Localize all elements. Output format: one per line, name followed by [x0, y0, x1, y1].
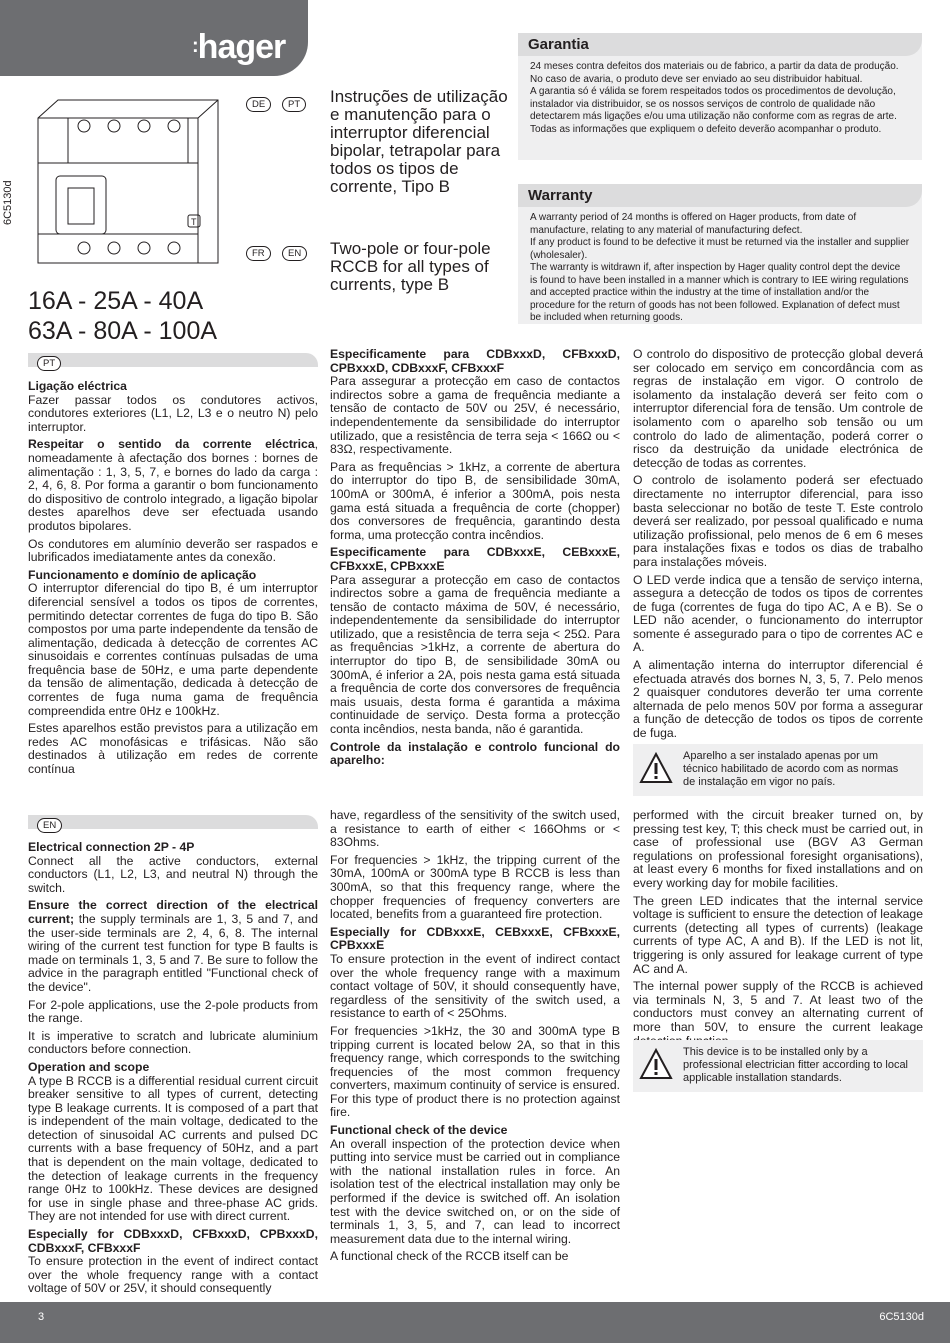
paragraph-text: O LED verde indica que a tensão de serviço interna, assegura a detecção de todos os tipos de correntes de fuga (correntes de fuga do tipo AC, A e B). Se o LED não acender, o funcionamento do interruptor somente é assegurado para o tipo de correntes AC e A. — [633, 572, 923, 655]
svg-text:T: T — [191, 217, 197, 227]
section-heading: Especially for CDBxxxD, CFBxxxD, CPBxxxD, CDBxxxF, CFBxxxF — [28, 1227, 318, 1255]
paragraph — [633, 348, 923, 470]
title-pt: Instruções de utilização e manutenção para o interruptor diferencial bipolar, tetrapolar para todos os tipos de corrente, Tipo B — [330, 87, 508, 196]
paragraph — [633, 895, 923, 977]
pt-column-3 — [633, 348, 923, 745]
paragraph-text: performed with the circuit breaker turned on, by pressing test key, T; this check must be carried out, in case of professional use (BGV A3 German regulations on professional foresight organisations), at least every 6 months for fixed installations and on every working day for mobile facilities. — [633, 808, 923, 890]
paragraph-text: , nomeadamente à afectação dos bornes : bornes de alimentação : 1, 3, 5, 7, e bornes do lado da carga : 2, 4, 6, 8. Por forma a garantir o bom funcionamento do dispositivo de controlo integrado, a ligação bipolar destes aparelhos deve ser efectuada usando produtos bipolares. — [28, 437, 318, 533]
paragraph — [28, 438, 318, 533]
paragraph-text: A alimentação interna do interruptor diferencial é efectuada através dos bornes N, 3, 5, 7. Pelo menos 2 quaisquer condutores deverão ter uma corrente alternada de pelo menos 50V por forma a assegurar a função de detecção de todos os tipos de corrente de fuga. — [633, 658, 923, 741]
lang-badge-en: EN — [282, 243, 307, 261]
paragraph-text: A type B RCCB is a differential residual current circuit breaker sensitive to all types of current, detecting type B leakage currents. It is composed of a part that is independent of the main voltage, dedicated to the detection of sinusoidal AC currents and pulsed DC currents with a base frequency of 50Hz, and a part that is dependent on the main voltage, dedicated to the detection of leakage currents in the frequency range 0Hz to 100kHz. These devices are designed for use in single phase and three-phase AC grids. They are not intended for use with direct current. — [28, 1073, 318, 1224]
paragraph — [330, 809, 620, 850]
paragraph — [28, 1255, 318, 1296]
paragraph — [633, 474, 923, 569]
paragraph-text: Para assegurar a protecção em caso de contactos indirectos sobre a gama de frequência mediante a tensão de contacto máxima de 50V, é necessário, independentemente da sensibilidade do interruptor utilizado, que a resistência de terra seja < 25Ω. Para as frequências >1kHz, a corrente de abertura do interruptor do tipo B, de sensibilidade 30mA ou 300mA, é inferior a 2A, pois nesta gama está situada a frequência de corte dos conversores de frequência mais usuais, desta forma é garantida a máxima continuidade de serviço. Desta forma a protecção conta incêndios, nesta banda, não é garantida. — [330, 572, 620, 737]
paragraph-text: Para assegurar a protecção em caso de contactos indirectos sobre a gama de frequência mediante a tensão de contacto de 50V ou 25V, é necessário, independentemente da sensibilidade do interruptor utilizado, que a resistência de terra seja < 166Ω ou < 83Ω, respectivamente. — [330, 374, 620, 457]
en-warning-text: This device is to be installed only by a professional electrician fitter according to local applicable installation standards. — [683, 1046, 909, 1084]
ratings — [28, 286, 217, 346]
paragraph — [330, 1025, 620, 1120]
warranty-title: Warranty — [518, 184, 922, 207]
emphasis: Ensure the correct direction of the electrical current; — [28, 898, 318, 926]
paragraph — [330, 574, 620, 737]
paragraph-text: The internal power supply of the RCCB is achieved via terminals N, 3, 5 and 7. At least two of the conductors must convey an alternating current of more than 50V, to ensure the current leakage — [633, 979, 923, 1034]
lang-badge-fr: FR — [246, 243, 271, 261]
lang-badge-pt: PT — [282, 94, 306, 112]
paragraph-text: An overall inspection of the protection device when putting into service must be carried out in compliance with the national installation rules in force. An isolation test of the electrical installation may only be performed if the device is switched off. An isolation test with the device switched on, or on the side of terminals 1, 3, 5, and 7, can lead to incorrect measurement data due to the internal wiring. — [330, 1136, 620, 1246]
garantia-text: 24 meses contra defeitos dos materiais ou de fabrico, a partir da data de produção. No caso de avaria, o produto deve ser enviado ao seu distribuidor habitual. A garantia só é válida se forem respeitados todos os procedimentos de devolução, instalador via distribuidor, se os nossos serviços de controlo de qualidade não detectarem más ligações e/ou uma utilização não conforme com as regras de arte. Todas as informações que expliquem o defeito deverão acompanhar o produto. — [530, 61, 899, 135]
paragraph — [330, 461, 620, 543]
section-heading: Funcionamento e domínio de aplicação — [28, 567, 257, 582]
paragraph — [330, 1138, 620, 1247]
paragraph — [28, 538, 318, 565]
paragraph-text: Connect all the active conductors, external conductors (L1, L2, L3, and neutral N) through the switch. — [28, 853, 318, 895]
ratings-line2: 63A - 80A - 100A — [28, 317, 218, 345]
paragraph — [330, 854, 620, 922]
section-heading: Controle da instalação e controlo funcional do aparelho: — [330, 739, 620, 768]
paragraph-text: the supply terminals are 1, 3, 5 and 7, and the user-side terminals are 2, 4, 6, 8. The internal wiring of the current test function for type B faults is made on terminals 1, 3, 5 and 7. Be sure to follow the advice in the paragraph entitled "Functional check of the device". — [28, 911, 318, 994]
paragraph — [28, 582, 318, 718]
paragraph — [28, 999, 318, 1026]
paragraph — [633, 574, 923, 656]
paragraph-text: To ensure protection in the event of indirect contact over the whole frequency range with a contact voltage of 50V or 25V, it should consequently — [28, 1254, 318, 1296]
doc-code-vertical: 6C5130d — [2, 180, 14, 225]
ratings-line1: 16A - 25A - 40A — [28, 287, 204, 315]
warranty-text: A warranty period of 24 months is offered on Hager products, from date of manufacture, relating to any material of manufacturing defect. If any product is found to be defective it must be returned via the installer and supplier (wholesaler). The warranty is witdrawn if, after inspection by Hager quality control dept the device is found to have been installed in a manner which is contrary to IEE wiring regulations and accepted practice within the industry at the time of installation and/or the procedure for the return of goods has not been followed. Explanation of defect must be included when returning goods. — [530, 212, 910, 323]
paragraph — [28, 1075, 318, 1225]
section-heading: Operation and scope — [28, 1059, 150, 1074]
warning-icon — [639, 752, 673, 784]
en-warning-box — [633, 1040, 923, 1092]
footer — [0, 1302, 950, 1343]
footer-doc-code: 6C5130d — [879, 1311, 924, 1323]
paragraph-text: Estes aparelhos estão previstos para a utilização em redes AC monofásicas e trifásicas. Não são destinados à utilização em redes de corrente contínua — [28, 721, 318, 777]
paragraph-text: For 2-pole applications, use the 2-pole products from the range. — [28, 997, 318, 1026]
paragraph-text: Os condutores em alumínio deverão ser raspados e lubrificados imediatamente antes da conexão. — [28, 536, 318, 565]
paragraph-text: O controlo de isolamento poderá ser efectuado directamente no interruptor diferencial, para isso basta seleccionar no botão de teste T. Este controlo deverá ser realizado, por pessoal qualificado e numa utilização profissional, pelo menos de 6 em 6 meses para instalações fixas e todos os dias de trabalho para instalações móveis. — [633, 473, 923, 569]
paragraph — [330, 1250, 620, 1264]
title-en: Two-pole or four-pole RCCB for all types of currents, type B — [330, 239, 491, 294]
pt-column-2 — [330, 348, 620, 768]
pt-section-header: PT — [28, 353, 318, 367]
paragraph-text: For frequencies >1kHz, the 30 and 300mA type B tripping current is located below 2A, so that in this frequency range, which corresponds to the switching frequencies of the most common frequency converters, maximum continuity of service is ensured. For this type of product there is no protection against fire. — [330, 1023, 620, 1120]
paragraph-text: Fazer passar todos os condutores activos, condutores exteriores (L1, L2, L3 e o neutro N) pelo interruptor. — [28, 392, 318, 434]
emphasis: Respeitar o sentido da corrente eléctrica — [28, 437, 315, 452]
en-section-header: EN — [28, 815, 318, 829]
pt-column-1 — [28, 380, 318, 781]
rccb-illustration — [28, 88, 243, 268]
pt-warning-text: Aparelho a ser instalado apenas por um técnico habilitado de acordo com as normas de instalação em vigor no país. — [683, 750, 899, 788]
paragraph-text: It is imperative to scratch and lubricate aluminium conductors before connection. — [28, 1028, 318, 1057]
paragraph-text: For frequencies > 1kHz, the tripping current of the 30mA, 100mA or 300mA type B RCCB is less than 300mA, so that this frequency range, where the chopper frequencies of frequency converters are located, benefits from a guaranteed fire protection. — [330, 852, 620, 922]
warning-icon — [639, 1048, 673, 1080]
paragraph-text: The green LED indicates that the internal service voltage is sufficient to ensure the detection of leakage currents (detecting all types of currents) (leakage currents of type AC, A and B). If the LED is not lit, triggering is only assured for leakage current of type AC and A. — [633, 893, 923, 976]
paragraph-text: O controlo do dispositivo de protecção global deverá ser colocado em serviço em concordância com as regras de instalação em vigor. O controlo de isolamento da instalação deverá ser feito com o interruptor diferencial fora de tensão. Um controle de isolamento com o aparelho sob tensão ou um controlo do lado de alimentação, poderá correr o risco da destruição da unidade electrónica de detecção de todas as correntes. — [633, 347, 923, 470]
paragraph — [633, 980, 923, 1048]
paragraph — [330, 953, 620, 1021]
paragraph — [28, 722, 318, 776]
paragraph — [330, 375, 620, 457]
page-number: 3 — [38, 1311, 45, 1323]
garantia-title: Garantia — [518, 33, 922, 56]
paragraph-text: O interruptor diferencial do tipo B, é um interruptor diferencial sensível a todos os tipos de correntes, permitindo detectar correntes de fuga do tipo B. São compostos por uma parte independente da tensão de alimentação, dedicada à detecção de correntes AC sinusoidais e correntes contínuas pulsadas de uma frequência base de 50Hz, e uma parte dependente da tensão de alimentação, dedicada à detecção de correntes de fuga numa gama de frequência compreendida entre 0Hz e 100kHz. — [28, 581, 318, 718]
lang-badge-de: DE — [246, 94, 271, 112]
pt-warning-box — [633, 744, 923, 796]
paragraph-text: Para as frequências > 1kHz, a corrente de abertura do interruptor do tipo B, de sensibilidade 30mA, 100mA or 300mA, é inferior a 300mA, pois nesta gama está situada a frequência de corte (chopper) dos conversores de frequência, garantindo desta forma, uma protecção contra incêndios. — [330, 459, 620, 542]
section-heading: Functional check of the device — [330, 1123, 508, 1138]
section-heading: Ligação eléctrica — [28, 379, 127, 393]
paragraph — [28, 394, 318, 435]
warranty-box — [518, 184, 922, 324]
paragraph — [28, 1030, 318, 1057]
paragraph-text: To ensure protection in the event of indirect contact over the whole frequency range with a maximum contact voltage of 50V, it should consequently have, regardless of the sensitivity of the switch used, a resistance to earth of < 25Ohms. — [330, 951, 620, 1021]
section-heading: Electrical connection 2P - 4P — [28, 840, 195, 854]
paragraph-text: A functional check of the RCCB itself can be — [330, 1249, 569, 1264]
en-column-2 — [330, 809, 620, 1268]
en-column-1 — [28, 841, 318, 1300]
garantia-box — [518, 33, 922, 160]
paragraph — [28, 899, 318, 994]
paragraph — [633, 659, 923, 741]
paragraph — [28, 855, 318, 896]
hager-logo: :hager — [192, 28, 286, 66]
paragraph-text: have, regardless of the sensitivity of the switch used, a resistance to earth of either < 166Ohms or < 83Ohms. — [330, 808, 620, 850]
paragraph — [633, 809, 923, 891]
en-column-3 — [633, 809, 923, 1052]
section-heading: Especially for CDBxxxE, CEBxxxE, CFBxxxE, CPBxxxE — [330, 924, 620, 953]
section-heading: Especificamente para CDBxxxD, CFBxxxD, CPBxxxD, CDBxxxF, CFBxxxF — [330, 347, 620, 375]
section-heading: Especificamente para CDBxxxE, CEBxxxE, CFBxxxE, CPBxxxE — [330, 545, 620, 573]
